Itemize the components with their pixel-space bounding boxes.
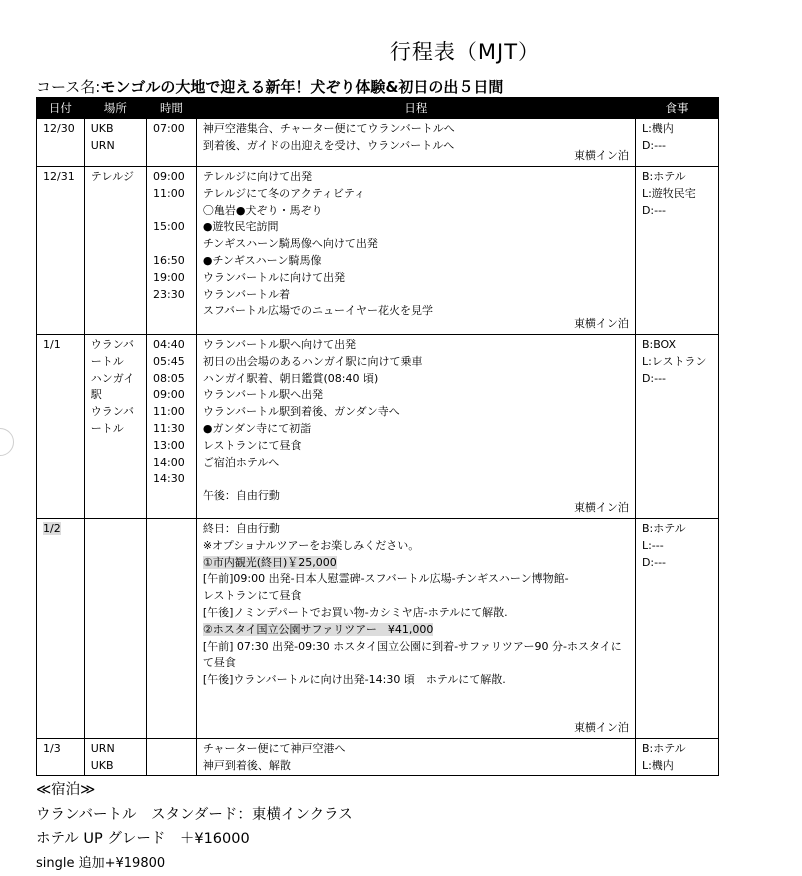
table-row bbox=[37, 335, 719, 519]
page-title: 行程表（MJT） bbox=[0, 36, 802, 66]
date-cell: 12/31 bbox=[37, 167, 85, 335]
place-cell: ウランバ ートル ハンガイ 駅 ウランバ ートル bbox=[84, 335, 146, 519]
table-row bbox=[37, 739, 719, 776]
date-cell: 1/3 bbox=[37, 739, 85, 776]
place-cell: URN UKB bbox=[84, 739, 146, 776]
place-cell: UKB URN bbox=[84, 119, 146, 167]
date-cell: 1/1 bbox=[37, 335, 85, 519]
table-row bbox=[37, 119, 719, 167]
schedule-cell: 終日：自由行動 ※オプショナルツアーをお楽しみください。 ①市内観光(終日)￥25,000 [午前]09:00 出発-日本人慰霊碑-スフバートル広場-チンギスハーン博物館- レストランにて昼食 [午後]ノミンデパートでお買い物-カシミヤ店-ホテルにて解散. ②ホスタイ国立公園サファリツアー ¥41,000 [午前] 07:30 出発-09:30 ホスタイ国立公園に到着-サファリツアー90 分-ホスタイにて昼食 [午後]ウランバートルに向け出発-14:30 頃 ホテルにて解散. 東横イン泊 bbox=[196, 519, 635, 739]
header-date: 日付 bbox=[37, 98, 85, 119]
time-cell bbox=[147, 519, 197, 739]
meal-cell: B:ホテル L:機内 bbox=[635, 739, 718, 776]
course-name bbox=[36, 76, 503, 97]
table-header-row bbox=[37, 98, 719, 119]
course-label: コース名: bbox=[36, 78, 100, 96]
meal-cell: B:ホテル L:--- D:--- bbox=[635, 519, 718, 739]
edge-scroll-handle[interactable] bbox=[0, 428, 14, 456]
hotel-label: 東横イン泊 bbox=[574, 500, 629, 517]
date-cell: 1/2 bbox=[37, 519, 85, 739]
schedule-cell: チャーター便にて神戸空港へ 神戸到着後、解散 bbox=[196, 739, 635, 776]
schedule-cell: テレルジに向けて出発 テレルジにて冬のアクティビティ 〇亀岩●犬ぞり・馬ぞり ●遊牧民宅訪問 チンギスハーン騎馬像へ向けて出発 ●チンギスハーン騎馬像 ウランバートルに向けて出発 ウランバートル着 スフバートル広場でのニューイヤー花火を見学 東横イン泊 bbox=[196, 167, 635, 335]
schedule-cell: 神戸空港集合、チャーター便にてウランバートルへ 到着後、ガイドの出迎えを受け、ウランバートルへ 東横イン泊 bbox=[196, 119, 635, 167]
meal-cell: L:機内 D:--- bbox=[635, 119, 718, 167]
hotel-label: 東横イン泊 bbox=[574, 148, 629, 165]
time-cell: 07:00 bbox=[147, 119, 197, 167]
place-cell: テレルジ bbox=[84, 167, 146, 335]
header-time: 時間 bbox=[147, 98, 197, 119]
option-tour-1: ①市内観光(終日)￥25,000 bbox=[203, 556, 337, 569]
header-place: 場所 bbox=[84, 98, 146, 119]
accommodation-notes bbox=[36, 778, 353, 876]
hotel-label: 東横イン泊 bbox=[574, 720, 629, 737]
table-row bbox=[37, 519, 719, 739]
header-schedule: 日程 bbox=[196, 98, 635, 119]
header-meals: 食事 bbox=[635, 98, 718, 119]
time-cell bbox=[147, 739, 197, 776]
date-cell: 12/30 bbox=[37, 119, 85, 167]
notes-heading: ≪宿泊≫ bbox=[36, 778, 353, 803]
notes-upgrade: ホテル UP グレード ＋¥16000 bbox=[36, 827, 353, 852]
option-tour-2: ②ホスタイ国立公園サファリツアー ¥41,000 bbox=[203, 623, 434, 636]
table-row bbox=[37, 167, 719, 335]
hotel-label: 東横イン泊 bbox=[574, 316, 629, 333]
course-title: モンゴルの大地で迎える新年！犬ぞり体験&初日の出５日間 bbox=[100, 78, 503, 96]
time-cell: 09:00 11:00 15:00 16:50 19:00 23:30 bbox=[147, 167, 197, 335]
meal-cell: B:BOX L:レストラン D:--- bbox=[635, 335, 718, 519]
time-cell: 04:40 05:45 08:05 09:00 11:00 11:30 13:00 14:00 14:30 bbox=[147, 335, 197, 519]
notes-single: single 追加+¥19800 bbox=[36, 852, 353, 876]
notes-standard: ウランバートル スタンダード：東横インクラス bbox=[36, 803, 353, 828]
itinerary-table bbox=[36, 97, 719, 776]
meal-cell: B:ホテル L:遊牧民宅 D:--- bbox=[635, 167, 718, 335]
schedule-cell: ウランバートル駅へ向けて出発 初日の出会場のあるハンガイ駅に向けて乗車 ハンガイ駅着、朝日鑑賞(08:40 頃) ウランバートル駅へ出発 ウランバートル駅到着後、ガンダン寺へ ●ガンダン寺にて初詣 レストランにて昼食 ご宿泊ホテルへ 午後：自由行動 東横イン泊 bbox=[196, 335, 635, 519]
place-cell bbox=[84, 519, 146, 739]
